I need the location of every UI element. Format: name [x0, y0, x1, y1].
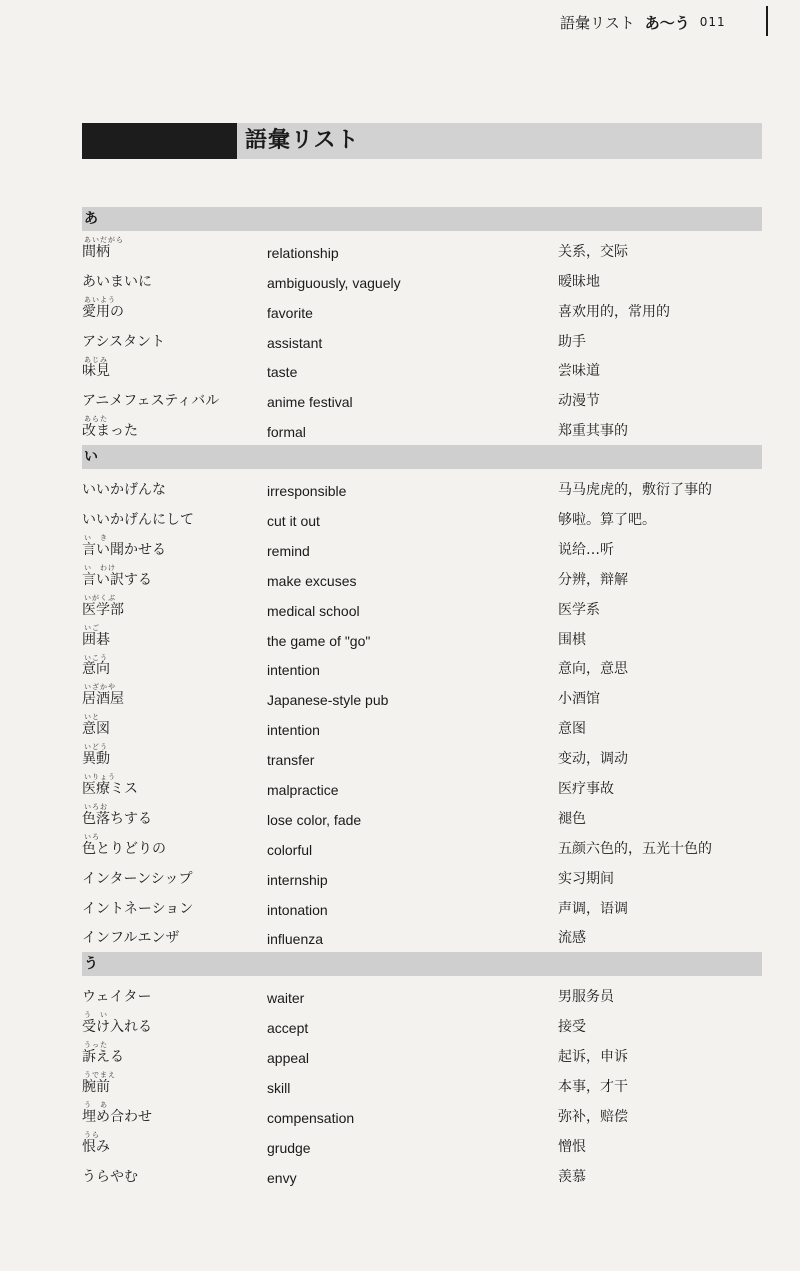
header-range: あ〜う [644, 13, 690, 32]
english-gloss: medical school [267, 602, 360, 619]
english-gloss: relationship [267, 244, 339, 261]
header-rule [766, 6, 768, 36]
english-gloss: waiter [267, 990, 305, 1007]
chinese-gloss: 五颜六色的，五光十色的 [558, 840, 712, 857]
section-title-bar [82, 123, 762, 159]
english-gloss: anime festival [267, 394, 353, 411]
chinese-gloss: 够啦。算了吧。 [558, 512, 656, 529]
english-gloss: influenza [267, 931, 324, 948]
english-gloss: cut it out [267, 513, 320, 530]
japanese-term: アニメフェスティバル [82, 393, 220, 410]
furigana: うった [84, 1041, 108, 1050]
japanese-term: 恨み [82, 1138, 110, 1155]
english-gloss: colorful [267, 841, 313, 858]
list-item [82, 802, 762, 832]
chinese-gloss: 起诉，申诉 [558, 1049, 628, 1066]
header-title: 語彙リスト [560, 13, 635, 32]
section-header-1: い [82, 445, 762, 469]
chinese-gloss: 男服务员 [558, 989, 614, 1006]
list-item [82, 892, 762, 922]
title-black-block [82, 123, 237, 159]
chinese-gloss: 医疗事故 [558, 781, 614, 798]
chinese-gloss: 意图 [558, 721, 586, 738]
section-title: 語彙リスト [245, 128, 360, 153]
english-gloss: skill [267, 1080, 291, 1097]
english-gloss: intonation [267, 901, 328, 918]
furigana: いと [84, 713, 100, 722]
list-item [82, 384, 762, 414]
furigana: いがくぶ [84, 593, 116, 602]
list-item [82, 1010, 762, 1040]
furigana: あいだがら [84, 236, 124, 244]
japanese-term: 居酒屋 [82, 691, 124, 708]
japanese-term: 愛用の [82, 303, 124, 320]
japanese-term: 囲碁 [82, 631, 110, 648]
list-item [82, 533, 762, 563]
chinese-gloss: 小酒馆 [558, 691, 600, 708]
english-gloss: internship [267, 871, 328, 888]
chinese-gloss: 弥补，赔偿 [558, 1108, 628, 1125]
list-item [82, 980, 762, 1010]
list-item [82, 1160, 762, 1190]
chinese-gloss: 说给…听 [558, 541, 614, 558]
japanese-term: 受け入れる [82, 1019, 152, 1036]
furigana: いご [84, 623, 100, 632]
chinese-gloss: 动漫节 [558, 393, 600, 410]
japanese-term: 埋め合わせ [82, 1108, 152, 1125]
japanese-term: 意図 [82, 721, 110, 738]
english-gloss: grudge [267, 1139, 311, 1156]
english-gloss: favorite [267, 304, 313, 321]
english-gloss: accept [267, 1020, 309, 1037]
chinese-gloss: 声调，语调 [558, 900, 628, 917]
furigana: いろ [84, 832, 100, 841]
list-item [82, 742, 762, 772]
japanese-term: 医学部 [82, 601, 124, 618]
list-item [82, 623, 762, 653]
furigana: いりょう [84, 773, 116, 782]
chinese-gloss: 接受 [558, 1019, 586, 1036]
chinese-gloss: 变动，调动 [558, 751, 628, 768]
list-item [82, 862, 762, 892]
chinese-gloss: 尝味道 [558, 363, 600, 380]
japanese-term: 言い訳する [82, 571, 152, 588]
furigana: いざかや [84, 683, 116, 692]
running-header [560, 8, 760, 36]
japanese-term: 間柄 [82, 243, 110, 260]
chinese-gloss: 关系，交际 [558, 243, 628, 260]
japanese-term: インターンシップ [82, 870, 193, 887]
list-item [82, 265, 762, 295]
list-item [82, 325, 762, 355]
furigana: う い [84, 1011, 108, 1020]
furigana: い き [84, 534, 108, 543]
list-item [82, 593, 762, 623]
chinese-gloss: 褪色 [558, 810, 586, 827]
chinese-gloss: 喜欢用的，常用的 [558, 303, 670, 320]
chinese-gloss: 助手 [558, 333, 586, 350]
furigana: い わけ [84, 563, 116, 572]
section-header-0: あ [82, 207, 762, 231]
japanese-term: あいまいに [82, 273, 152, 290]
list-item [82, 832, 762, 862]
japanese-term: 腕前 [82, 1079, 110, 1096]
chinese-gloss: 医学系 [558, 601, 600, 618]
english-gloss: the game of "go" [267, 632, 371, 649]
furigana: あらた [84, 415, 108, 424]
chinese-gloss: 本事，才干 [558, 1079, 628, 1096]
japanese-term: 訴える [82, 1049, 124, 1066]
japanese-term: 医療ミス [82, 781, 138, 798]
furigana: う あ [84, 1101, 108, 1110]
english-gloss: taste [267, 364, 298, 381]
furigana: いこう [84, 653, 108, 662]
japanese-term: いいかげんにして [82, 512, 194, 529]
english-gloss: transfer [267, 752, 315, 769]
furigana: いどう [84, 743, 108, 752]
japanese-term: 異動 [82, 751, 110, 768]
japanese-term: 改まった [82, 423, 138, 440]
chinese-gloss: 暧昧地 [558, 273, 600, 290]
furigana: うら [84, 1130, 100, 1139]
english-gloss: intention [267, 722, 320, 739]
vocabulary-list [82, 207, 762, 1191]
english-gloss: appeal [267, 1050, 310, 1067]
japanese-term: 言い聞かせる [82, 541, 166, 558]
chinese-gloss: 流感 [558, 930, 586, 947]
chinese-gloss: 郑重其事的 [558, 423, 628, 440]
list-item [82, 1070, 762, 1100]
japanese-term: ウェイター [82, 989, 152, 1006]
chinese-gloss: 实习期间 [558, 870, 614, 887]
japanese-term: 味見 [82, 363, 110, 380]
japanese-term: 色落ちする [82, 810, 152, 827]
list-item [82, 503, 762, 533]
list-item [82, 1130, 762, 1160]
chinese-gloss: 分辨，辩解 [558, 571, 628, 588]
english-gloss: assistant [267, 334, 323, 351]
english-gloss: make excuses [267, 572, 357, 589]
list-item [82, 355, 762, 385]
japanese-term: インフルエンザ [82, 930, 180, 947]
list-item [82, 1100, 762, 1130]
list-item [82, 235, 762, 265]
list-item [82, 653, 762, 683]
english-gloss: ambiguously, vaguely [267, 274, 401, 291]
list-item [82, 563, 762, 593]
english-gloss: Japanese-style pub [267, 692, 389, 709]
japanese-term: 意向 [82, 661, 110, 678]
furigana: あいよう [84, 295, 116, 304]
list-item [82, 922, 762, 952]
english-gloss: lose color, fade [267, 811, 362, 828]
furigana: うでまえ [84, 1071, 116, 1080]
section-header-2: う [82, 952, 762, 976]
furigana: いろお [84, 803, 108, 812]
chinese-gloss: 围棋 [558, 631, 586, 648]
japanese-term: 色とりどりの [82, 840, 166, 857]
english-gloss: remind [267, 542, 310, 559]
chinese-gloss: 羡慕 [558, 1168, 586, 1185]
list-item [82, 414, 762, 444]
chinese-gloss: 马马虎虎的，敷衍了事的 [558, 482, 712, 499]
list-item [82, 473, 762, 503]
chinese-gloss: 意向，意思 [558, 661, 628, 678]
list-item [82, 1040, 762, 1070]
english-gloss: irresponsible [267, 483, 347, 500]
page-number: 011 [699, 15, 726, 29]
list-item [82, 772, 762, 802]
english-gloss: intention [267, 662, 320, 679]
english-gloss: formal [267, 424, 306, 441]
english-gloss: compensation [267, 1109, 355, 1126]
list-item [82, 712, 762, 742]
list-item [82, 295, 762, 325]
japanese-term: イントネーション [82, 900, 194, 917]
english-gloss: envy [267, 1169, 297, 1186]
section-gap [82, 1190, 762, 1191]
list-item [82, 682, 762, 712]
japanese-term: いいかげんな [82, 482, 166, 499]
furigana: あじみ [84, 355, 108, 364]
japanese-term: うらやむ [82, 1168, 138, 1185]
english-gloss: malpractice [267, 782, 339, 799]
chinese-gloss: 憎恨 [558, 1138, 586, 1155]
japanese-term: アシスタント [82, 333, 166, 350]
